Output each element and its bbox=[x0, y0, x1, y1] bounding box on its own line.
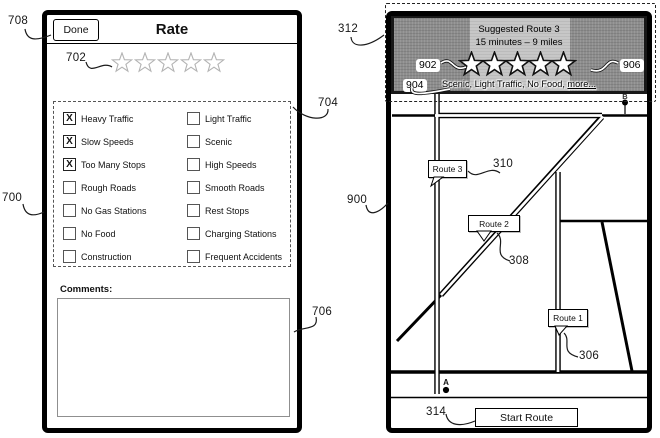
checkbox-row bbox=[63, 222, 187, 245]
rating-star-row bbox=[111, 52, 225, 74]
checkbox-label: No Food bbox=[81, 228, 116, 239]
checkbox-row bbox=[187, 130, 290, 153]
checkbox[interactable] bbox=[63, 181, 76, 194]
checkbox-row bbox=[63, 245, 187, 268]
ref-label-314: 314 bbox=[426, 406, 447, 418]
checkbox[interactable] bbox=[187, 227, 200, 240]
ref-label-700: 700 bbox=[2, 192, 23, 204]
rating-categories-box bbox=[53, 101, 291, 267]
road bbox=[602, 222, 632, 371]
route2-callout[interactable]: Route 2 bbox=[468, 215, 520, 232]
leader-700 bbox=[23, 204, 44, 215]
banner-title: Suggested Route 3 bbox=[478, 24, 560, 35]
leader-900 bbox=[366, 203, 388, 213]
checkbox-label: Charging Stations bbox=[205, 228, 277, 239]
ref-label-306: 306 bbox=[579, 350, 600, 362]
checkbox-row bbox=[187, 245, 290, 268]
ref-label-312: 312 bbox=[338, 23, 359, 35]
route3-callout[interactable]: Route 3 bbox=[428, 160, 467, 178]
checkbox-row bbox=[63, 107, 187, 130]
checkbox-row bbox=[187, 222, 290, 245]
checkbox[interactable] bbox=[63, 227, 76, 240]
checkbox[interactable] bbox=[187, 158, 200, 171]
star-icon[interactable] bbox=[111, 52, 133, 74]
checkbox[interactable] bbox=[187, 135, 200, 148]
checkbox-row bbox=[63, 153, 187, 176]
banner-annotation-box bbox=[385, 3, 656, 102]
checkbox[interactable] bbox=[63, 250, 76, 263]
checkbox[interactable] bbox=[187, 250, 200, 263]
checkbox-mark: X bbox=[66, 158, 73, 170]
banner-duration-distance: 15 minutes – 9 miles bbox=[475, 37, 563, 48]
checkbox-row bbox=[63, 199, 187, 222]
checkbox-label: No Gas Stations bbox=[81, 205, 147, 216]
route1-callout[interactable]: Route 1 bbox=[548, 309, 588, 327]
banner-tags-text: Scenic, Light Traffic, No Food, bbox=[441, 79, 568, 89]
checkbox[interactable] bbox=[63, 204, 76, 217]
comments-input[interactable] bbox=[57, 298, 290, 417]
more-link[interactable]: more... bbox=[567, 79, 597, 89]
checkbox-row bbox=[63, 176, 187, 199]
ref-label-902: 902 bbox=[416, 59, 440, 72]
ref-label-702: 702 bbox=[66, 52, 87, 64]
rate-screen-phone bbox=[42, 10, 302, 433]
route2-road-core bbox=[441, 117, 603, 296]
checkbox[interactable] bbox=[187, 181, 200, 194]
checkbox-label: Scenic bbox=[205, 136, 233, 147]
rate-header bbox=[47, 15, 297, 44]
page-title: Rate bbox=[155, 21, 189, 38]
checkbox-mark: X bbox=[66, 112, 73, 124]
star-icon[interactable] bbox=[157, 52, 179, 74]
checkbox-label: Rest Stops bbox=[205, 205, 250, 216]
ref-label-308: 308 bbox=[509, 255, 530, 267]
checkbox[interactable] bbox=[63, 158, 76, 171]
checkbox[interactable] bbox=[63, 135, 76, 148]
ref-label-904: 904 bbox=[403, 79, 427, 92]
ref-label-708: 708 bbox=[8, 15, 29, 27]
checkbox-row bbox=[187, 153, 290, 176]
checkbox-label: Rough Roads bbox=[81, 182, 137, 193]
checkbox-label: Smooth Roads bbox=[205, 182, 265, 193]
checkbox[interactable] bbox=[63, 112, 76, 125]
start-pin-dot bbox=[443, 387, 449, 393]
checkbox-label: Slow Speeds bbox=[81, 136, 134, 147]
checkbox-label: High Speeds bbox=[205, 159, 257, 170]
checkbox-mark: X bbox=[66, 135, 73, 147]
checkbox-row bbox=[187, 176, 290, 199]
leader-312 bbox=[351, 35, 384, 45]
checkbox-label: Too Many Stops bbox=[81, 159, 146, 170]
checkbox-row bbox=[187, 199, 290, 222]
ref-label-310: 310 bbox=[493, 158, 514, 170]
ref-label-900: 900 bbox=[347, 194, 368, 206]
star-icon[interactable] bbox=[203, 52, 225, 74]
ref-label-704: 704 bbox=[318, 97, 339, 109]
checkbox-label: Frequent Accidents bbox=[205, 251, 283, 262]
checkbox[interactable] bbox=[187, 112, 200, 125]
star-icon[interactable] bbox=[180, 52, 202, 74]
checkbox-label: Heavy Traffic bbox=[81, 113, 134, 124]
comments-label: Comments: bbox=[60, 284, 113, 295]
checkbox-row bbox=[187, 107, 290, 130]
checkbox-row bbox=[63, 130, 187, 153]
ref-label-906: 906 bbox=[620, 59, 644, 72]
start-route-button[interactable]: Start Route bbox=[475, 408, 578, 427]
checkbox[interactable] bbox=[187, 204, 200, 217]
checkbox-label: Light Traffic bbox=[205, 113, 252, 124]
star-icon[interactable] bbox=[134, 52, 156, 74]
ref-label-706: 706 bbox=[312, 306, 333, 318]
start-pin-label: A bbox=[443, 378, 449, 387]
done-button[interactable]: Done bbox=[53, 19, 99, 41]
destination-pin-label: B bbox=[622, 94, 628, 101]
checkbox-label: Construction bbox=[81, 251, 132, 262]
